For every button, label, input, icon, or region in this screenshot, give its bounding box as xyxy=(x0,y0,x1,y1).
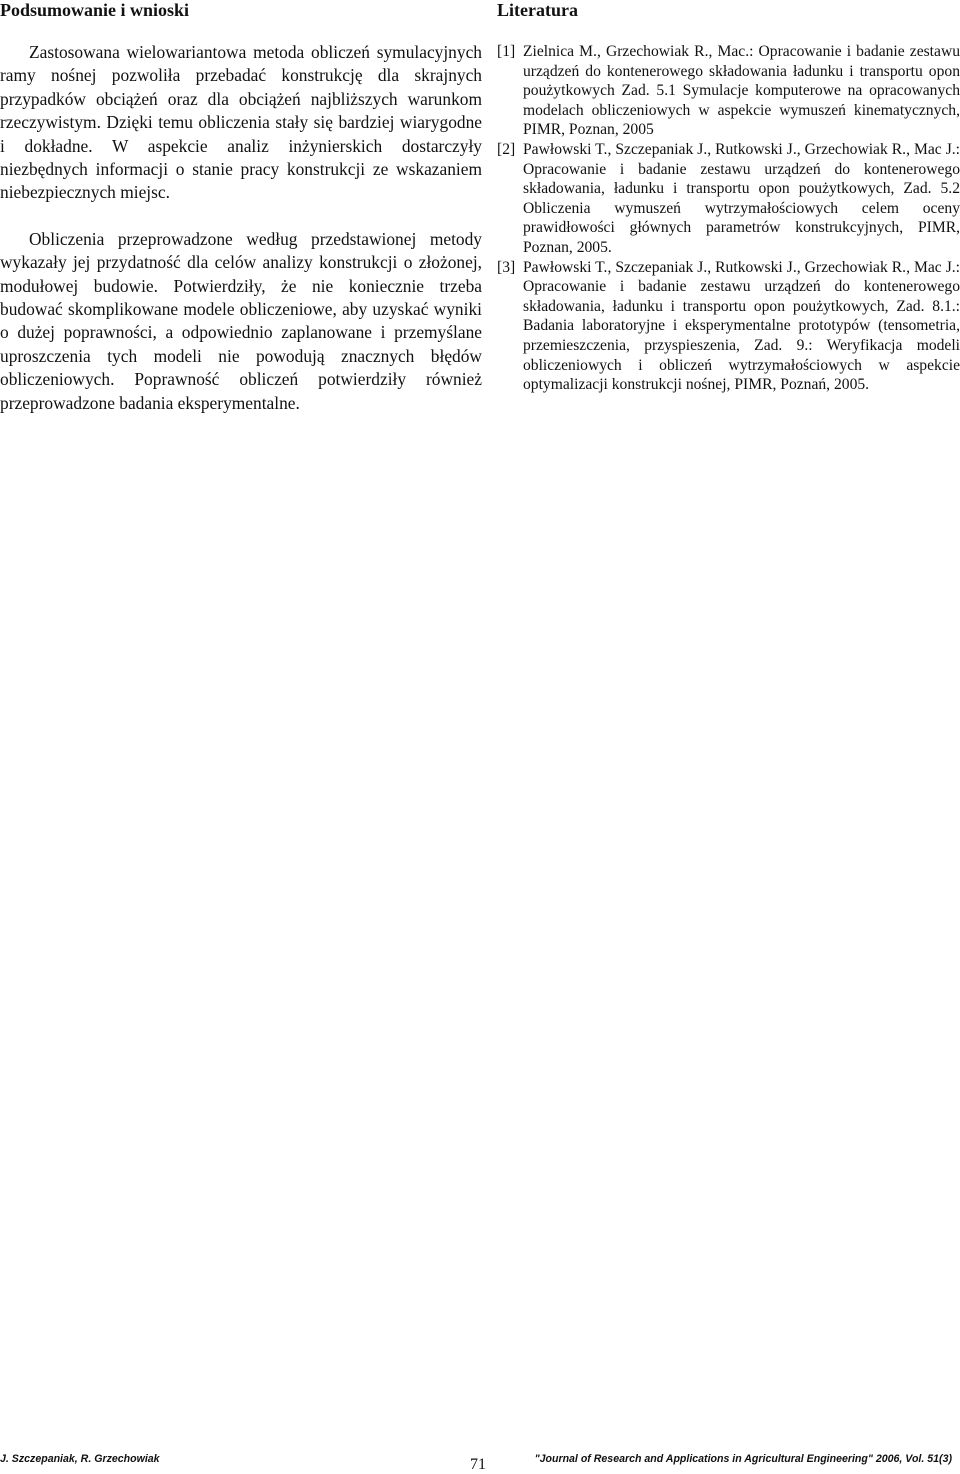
summary-paragraph-1: Zastosowana wielowariantowa metoda obliczeń symulacyjnych ramy nośnej pozwoliła przebadać konstrukcję dla skrajnych przypadków obciążeń oraz dla obciążeń najbliższych warunkom rzeczywistym. Dzięki temu obliczenia stały się bardziej wiarygodne i dokładne. W aspekcie analiz inżynierskich dostarczyły niezbędnych informacji o stanie pracy konstrukcji ze wskazaniem niebezpiecznych miejsc. xyxy=(0,42,482,203)
section-heading-literature: Literatura xyxy=(497,0,578,20)
left-column xyxy=(0,0,482,415)
reference-number: [1] xyxy=(497,43,516,60)
reference-list xyxy=(497,42,960,395)
reference-number: [3] xyxy=(497,258,516,276)
right-column xyxy=(497,0,960,395)
footer-authors: J. Szczepaniak, R. Grzechowiak xyxy=(0,1453,160,1465)
footer-journal xyxy=(535,1453,952,1465)
reference-text: Pawłowski T., Szczepaniak J., Rutkowski J., Grzechowiak R., Mac J.: Opracowanie i badanie zestawu urządzeń do kontenerowego składowania, ładunku i transportu opon poużytkowych, Zad. 8.1.: Badania laboratoryjne i eksperymentalne prototypów (tensometria, przemieszczenia, przyspieszenia, Zad. 9.: Weryfikacja modeli obliczeniowych i obliczeń wytrzymałościowych w aspekcie optymalizacji konstrukcji nośnej, PIMR, Poznań, 2005. xyxy=(523,258,960,394)
page-number: 71 xyxy=(470,1456,486,1473)
footer-journal-quote: " xyxy=(534,1453,540,1465)
reference-text: Pawłowski T., Szczepaniak J., Rutkowski J., Grzechowiak R., Mac J.: Opracowanie i badanie zestawu urządzeń do kontenerowego składowania, ładunku i transportu opon poużytkowych, Zad. 5.2 Obliczenia wymuszeń wytrzymałościowych celem oceny prawidłowości głównych parametrów konstrukcyjnych, PIMR, Poznan, 2005. xyxy=(523,140,960,256)
reference-item-3 xyxy=(497,258,960,395)
page-footer xyxy=(0,1448,960,1473)
section-heading-summary: Podsumowanie i wnioski xyxy=(0,0,190,20)
reference-number: [2] xyxy=(497,140,516,158)
reference-item-2 xyxy=(497,140,960,258)
reference-text: Zielnica M., Grzechowiak R., Mac.: Opracowanie i badanie zestawu urządzeń do kontenerowego składowania ładunku i transportu opon poużytkowych Zad. 5.1 Symulacje komputerowe na opracowanych modelach obliczeniowych w aspekcie wymuszeń kinematycznych, PIMR, Poznan, 2005 xyxy=(523,43,960,139)
footer-journal-text: Journal of Research and Applications in Agricultural Engineering" 2006, Vol. 51(3) xyxy=(539,1453,952,1465)
summary-paragraph-2: Obliczenia przeprowadzone według przedstawionej metody wykazały jej przydatność dla celów analizy konstrukcji o złożonej, modułowej budowie. Potwierdziły, że nie koniecznie trzeba budować skomplikowane modele obliczeniowe, aby uzyskać wyniki o dużej poprawności, a odpowiednio zaplanowane i przemyślane uproszczenia tych modeli nie powodują znacznych błędów obliczeniowych. Poprawność obliczeń potwierdziły również przeprowadzone badania eksperymentalne. xyxy=(0,228,482,413)
reference-item-1 xyxy=(497,42,960,140)
